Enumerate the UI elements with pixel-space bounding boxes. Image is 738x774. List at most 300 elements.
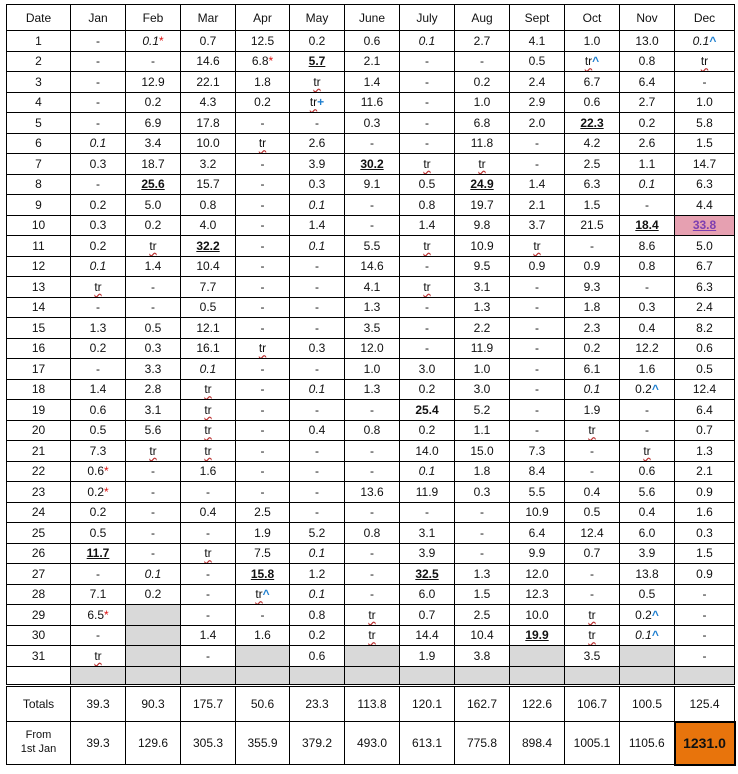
rain-cell: [620, 400, 675, 421]
day-row: [7, 256, 735, 277]
rain-cell: [675, 72, 735, 93]
rain-value: 6.7: [583, 74, 601, 89]
monthly-total: 122.6: [510, 685, 565, 722]
rain-value: tr: [313, 74, 321, 89]
rain-value: -: [702, 607, 707, 622]
cumulative-total: 1105.6: [620, 722, 675, 765]
rain-cell: [675, 420, 735, 441]
rain-cell: [620, 31, 675, 52]
rain-value: 12.4: [692, 382, 717, 397]
date-cell: 16: [7, 338, 71, 359]
rain-cell: [345, 420, 400, 441]
rain-value: -: [260, 177, 265, 192]
monthly-total: 175.7: [181, 685, 236, 722]
spacer-cell: [236, 666, 290, 685]
rain-cell: [71, 564, 126, 585]
rain-value: 6.0: [418, 587, 436, 602]
rain-cell: [620, 482, 675, 503]
rain-cell: [400, 646, 455, 667]
header-row: [7, 5, 735, 31]
rain-value: 22.3: [580, 115, 604, 130]
rain-value: -: [535, 320, 539, 335]
rain-cell: [400, 113, 455, 134]
day-row: [7, 523, 735, 544]
totals-label: Totals: [7, 685, 71, 722]
rain-cell: [565, 318, 620, 339]
rain-value: 3.7: [528, 218, 546, 233]
header-month: Sept: [510, 5, 565, 31]
rain-value: -: [260, 259, 265, 274]
rain-value: 4.4: [696, 197, 713, 212]
rain-cell: [455, 502, 510, 523]
rain-cell: [455, 482, 510, 503]
rain-cell: [400, 154, 455, 175]
rain-value: 10.9: [470, 238, 494, 253]
rain-cell: [675, 51, 735, 72]
rain-cell: [675, 646, 735, 667]
rain-cell: [620, 523, 675, 544]
rain-value: -: [315, 505, 319, 520]
rain-cell: [345, 359, 400, 380]
rain-value: 25.4: [415, 402, 439, 417]
rain-value: -: [315, 402, 319, 417]
rain-value: tr: [94, 279, 102, 294]
rain-cell: [290, 379, 345, 400]
rain-value: -: [590, 587, 594, 602]
rain-value: tr: [478, 156, 486, 171]
rain-value: 2.5: [254, 505, 271, 520]
rain-value: 3.9: [418, 546, 436, 561]
rain-value: -: [260, 402, 265, 417]
monthly-total: 125.4: [675, 685, 735, 722]
rain-value: -: [151, 300, 155, 315]
rain-cell: [181, 646, 236, 667]
rain-value: 0.2: [89, 197, 107, 212]
rain-value: 6.4: [528, 525, 546, 540]
rain-value: -: [315, 361, 319, 376]
rain-value: 0.4: [638, 505, 656, 520]
rain-cell: [290, 215, 345, 236]
rain-cell: [400, 523, 455, 544]
rain-value: 6.1: [583, 361, 601, 376]
rain-value: -: [96, 628, 100, 643]
rain-value: 11.6: [360, 95, 384, 110]
rain-value: 2.6: [308, 136, 326, 151]
cumulative-total: 305.3: [181, 722, 236, 765]
rain-value: -: [480, 54, 484, 69]
rain-cell: [290, 174, 345, 195]
rain-cell: [236, 256, 290, 277]
no-day-cell: [126, 646, 181, 667]
rain-cell: [510, 174, 565, 195]
rain-cell: [675, 482, 735, 503]
date-cell: 7: [7, 154, 71, 175]
no-day-cell: [126, 605, 181, 626]
rain-value: -: [96, 115, 100, 130]
rain-value: 4.2: [583, 136, 601, 151]
rain-cell: [236, 154, 290, 175]
rain-value: 2.1: [696, 464, 713, 479]
rain-value: 5.6: [638, 484, 656, 499]
days-body: [7, 31, 735, 667]
rain-cell: [565, 72, 620, 93]
rain-value: tr: [204, 402, 212, 417]
rain-cell: [345, 338, 400, 359]
rain-value: 5.2: [473, 402, 491, 417]
rain-cell: [345, 113, 400, 134]
rain-cell: [675, 605, 735, 626]
rain-value: -: [370, 587, 374, 602]
rain-cell: [290, 318, 345, 339]
rain-value: -: [206, 607, 210, 622]
note-marker: +: [317, 95, 325, 110]
rain-value: 3.3: [144, 361, 162, 376]
rain-cell: [400, 564, 455, 585]
rain-cell: [510, 51, 565, 72]
rain-value: 4.1: [528, 33, 546, 48]
rain-cell: [400, 92, 455, 113]
note-marker: *: [159, 33, 164, 48]
rain-cell: [236, 564, 290, 585]
rain-cell: [290, 154, 345, 175]
rain-cell: [126, 174, 181, 195]
rain-value: 0.2: [308, 628, 326, 643]
rain-value: -: [535, 279, 539, 294]
rain-cell: [236, 174, 290, 195]
rain-value: 2.3: [583, 320, 601, 335]
rain-value: -: [590, 464, 594, 479]
rain-value: 6.8: [473, 115, 491, 130]
max-day-cell: [675, 215, 735, 236]
rain-cell: [455, 31, 510, 52]
rain-value: 0.2: [254, 95, 271, 110]
rain-cell: [455, 543, 510, 564]
rain-value: 2.7: [638, 95, 656, 110]
rain-value: 3.8: [473, 648, 491, 663]
no-day-cell: [126, 625, 181, 646]
cumulative-total: 613.1: [400, 722, 455, 765]
rain-cell: [181, 441, 236, 462]
day-row: [7, 502, 735, 523]
rain-cell: [675, 625, 735, 646]
rain-cell: [126, 31, 181, 52]
rain-value: -: [315, 300, 319, 315]
rain-cell: [345, 215, 400, 236]
rain-value: 0.1: [635, 628, 652, 643]
rain-value: 32.2: [196, 238, 220, 253]
rain-cell: [345, 605, 400, 626]
day-row: [7, 461, 735, 482]
rain-cell: [455, 461, 510, 482]
rain-value: 0.2: [418, 423, 436, 438]
rain-value: 5.5: [528, 484, 546, 499]
rain-value: tr: [588, 423, 596, 438]
rain-value: 5.5: [363, 238, 381, 253]
rain-value: 0.3: [473, 484, 491, 499]
rain-cell: [400, 236, 455, 257]
spacer-cell: [455, 666, 510, 685]
rain-value: 1.0: [696, 95, 713, 110]
rain-cell: [71, 51, 126, 72]
rain-value: -: [151, 546, 155, 561]
rain-cell: [345, 72, 400, 93]
rain-cell: [565, 420, 620, 441]
rain-value: 0.5: [144, 320, 162, 335]
rain-cell: [400, 133, 455, 154]
rain-value: 12.2: [635, 341, 659, 356]
rain-value: 22.1: [196, 74, 220, 89]
rain-value: 10.0: [196, 136, 220, 151]
rain-cell: [290, 31, 345, 52]
rain-cell: [565, 133, 620, 154]
rain-value: 4.0: [199, 218, 217, 233]
rain-cell: [510, 92, 565, 113]
rain-cell: [455, 584, 510, 605]
rain-value: 1.5: [583, 197, 601, 212]
rain-cell: [620, 51, 675, 72]
cumulative-total: 493.0: [345, 722, 400, 765]
rain-cell: [181, 154, 236, 175]
rain-value: tr: [423, 156, 431, 171]
day-row: [7, 441, 735, 462]
rain-value: 5.2: [308, 525, 326, 540]
rain-value: 1.5: [696, 546, 713, 561]
rain-cell: [510, 113, 565, 134]
rain-cell: [181, 523, 236, 544]
note-marker: ^: [262, 587, 270, 602]
rain-value: tr: [588, 607, 596, 622]
rain-value: 5.7: [308, 54, 326, 69]
rain-cell: [236, 195, 290, 216]
note-marker: ^: [651, 607, 659, 622]
rain-cell: [71, 605, 126, 626]
day-row: [7, 31, 735, 52]
rain-value: -: [425, 95, 429, 110]
rain-cell: [290, 523, 345, 544]
rain-cell: [236, 113, 290, 134]
spacer-cell: [400, 666, 455, 685]
rain-cell: [126, 564, 181, 585]
rain-cell: [510, 215, 565, 236]
rain-cell: [510, 379, 565, 400]
rain-cell: [400, 441, 455, 462]
rain-cell: [126, 379, 181, 400]
rain-value: 2.5: [473, 607, 491, 622]
header-month: Mar: [181, 5, 236, 31]
rain-cell: [400, 277, 455, 298]
note-marker: ^: [651, 628, 659, 643]
rain-value: 18.4: [635, 218, 659, 233]
rain-cell: [510, 72, 565, 93]
rain-cell: [71, 256, 126, 277]
rain-value: -: [645, 279, 649, 294]
monthly-total: 162.7: [455, 685, 510, 722]
cumulative-total: 379.2: [290, 722, 345, 765]
rain-value: 0.9: [583, 259, 601, 274]
cumulative-total: 1005.1: [565, 722, 620, 765]
rain-cell: [345, 543, 400, 564]
rain-value: 0.7: [418, 607, 436, 622]
spacer-cell: [345, 666, 400, 685]
rain-value: 0.5: [638, 587, 656, 602]
rain-value: -: [370, 566, 374, 581]
cumulative-total: 898.4: [510, 722, 565, 765]
day-row: [7, 379, 735, 400]
spacer-cell: [290, 666, 345, 685]
rain-value: 0.6: [638, 464, 656, 479]
rain-cell: [565, 625, 620, 646]
rain-value: 21.5: [580, 218, 604, 233]
rain-value: -: [480, 505, 484, 520]
rain-value: 3.9: [308, 156, 326, 171]
rain-cell: [126, 236, 181, 257]
rain-value: 0.7: [696, 423, 713, 438]
rain-value: 0.8: [199, 197, 217, 212]
rain-cell: [71, 502, 126, 523]
rain-value: 0.7: [199, 33, 217, 48]
cumulative-total: 355.9: [236, 722, 290, 765]
rain-value: -: [315, 259, 319, 274]
rain-cell: [345, 564, 400, 585]
rain-value: 16.1: [196, 341, 220, 356]
rain-value: -: [480, 546, 484, 561]
cumulative-label-line2: 1st Jan: [20, 743, 57, 755]
day-row: [7, 277, 735, 298]
note-marker: *: [104, 464, 109, 479]
date-cell: 22: [7, 461, 71, 482]
rain-value: 11.7: [86, 546, 110, 561]
rain-cell: [345, 318, 400, 339]
rain-value: 0.1: [308, 382, 326, 397]
rain-value: -: [590, 443, 594, 458]
rain-cell: [126, 441, 181, 462]
spacer-cell: [675, 666, 735, 685]
rain-value: 6.3: [583, 177, 601, 192]
day-row: [7, 133, 735, 154]
rain-value: 4.1: [363, 279, 381, 294]
rain-cell: [181, 543, 236, 564]
no-day-cell: [620, 646, 675, 667]
rain-cell: [565, 646, 620, 667]
rain-value: 4.3: [199, 95, 217, 110]
rain-cell: [455, 646, 510, 667]
rain-value: 1.5: [473, 587, 491, 602]
rain-value: -: [260, 218, 265, 233]
rain-cell: [345, 154, 400, 175]
rain-cell: [236, 297, 290, 318]
rain-value: -: [590, 566, 594, 581]
rain-cell: [565, 277, 620, 298]
rain-cell: [236, 523, 290, 544]
rain-value: -: [260, 464, 265, 479]
rain-value: tr: [643, 443, 651, 458]
day-row: [7, 338, 735, 359]
rain-cell: [565, 359, 620, 380]
rain-value: -: [370, 505, 374, 520]
day-row: [7, 174, 735, 195]
rain-value: 0.8: [638, 54, 656, 69]
rain-cell: [71, 461, 126, 482]
date-cell: 9: [7, 195, 71, 216]
rain-cell: [620, 256, 675, 277]
rain-cell: [290, 51, 345, 72]
rain-cell: [510, 461, 565, 482]
rain-cell: [236, 400, 290, 421]
rain-value: 9.1: [363, 177, 381, 192]
rain-value: 0.3: [638, 300, 656, 315]
rain-cell: [675, 359, 735, 380]
rain-value: -: [315, 484, 319, 499]
rain-cell: [620, 113, 675, 134]
rain-cell: [290, 482, 345, 503]
date-cell: 31: [7, 646, 71, 667]
rain-cell: [181, 482, 236, 503]
rain-value: 6.3: [696, 279, 713, 294]
rain-value: 24.9: [470, 177, 494, 192]
rain-value: -: [260, 115, 265, 130]
rain-cell: [400, 338, 455, 359]
day-row: [7, 646, 735, 667]
rain-cell: [565, 236, 620, 257]
rain-cell: [290, 338, 345, 359]
date-cell: 4: [7, 92, 71, 113]
rain-value: 1.4: [89, 382, 107, 397]
rain-cell: [510, 400, 565, 421]
rain-cell: [510, 236, 565, 257]
rain-cell: [126, 72, 181, 93]
rain-cell: [565, 543, 620, 564]
rain-cell: [400, 359, 455, 380]
no-day-cell: [236, 646, 290, 667]
rain-value: -: [151, 279, 155, 294]
rain-value: 0.2: [89, 341, 107, 356]
rain-cell: [675, 133, 735, 154]
note-marker: ^: [709, 33, 717, 48]
rain-value: -: [535, 402, 539, 417]
rain-cell: [290, 133, 345, 154]
rain-value: 1.3: [363, 382, 381, 397]
rain-cell: [400, 318, 455, 339]
rain-value: 0.1: [89, 136, 107, 151]
header-month: Oct: [565, 5, 620, 31]
rain-cell: [400, 72, 455, 93]
rain-cell: [675, 543, 735, 564]
date-cell: 20: [7, 420, 71, 441]
rain-cell: [455, 236, 510, 257]
rain-cell: [510, 543, 565, 564]
rain-cell: [290, 502, 345, 523]
rain-cell: [126, 420, 181, 441]
rain-cell: [455, 174, 510, 195]
rain-cell: [400, 400, 455, 421]
rain-cell: [236, 625, 290, 646]
rain-cell: [236, 51, 290, 72]
rain-value: 1.0: [363, 361, 381, 376]
rain-cell: [126, 51, 181, 72]
rain-value: 0.6: [87, 464, 104, 479]
rain-value: 13.6: [360, 484, 384, 499]
rain-cell: [510, 420, 565, 441]
rain-value: 2.0: [528, 115, 546, 130]
rain-value: 1.9: [254, 525, 271, 540]
rain-value: -: [535, 423, 539, 438]
rain-cell: [181, 174, 236, 195]
rain-value: -: [206, 484, 210, 499]
rain-cell: [71, 92, 126, 113]
note-marker: *: [104, 484, 109, 499]
rain-cell: [400, 502, 455, 523]
rain-value: 0.3: [144, 341, 162, 356]
